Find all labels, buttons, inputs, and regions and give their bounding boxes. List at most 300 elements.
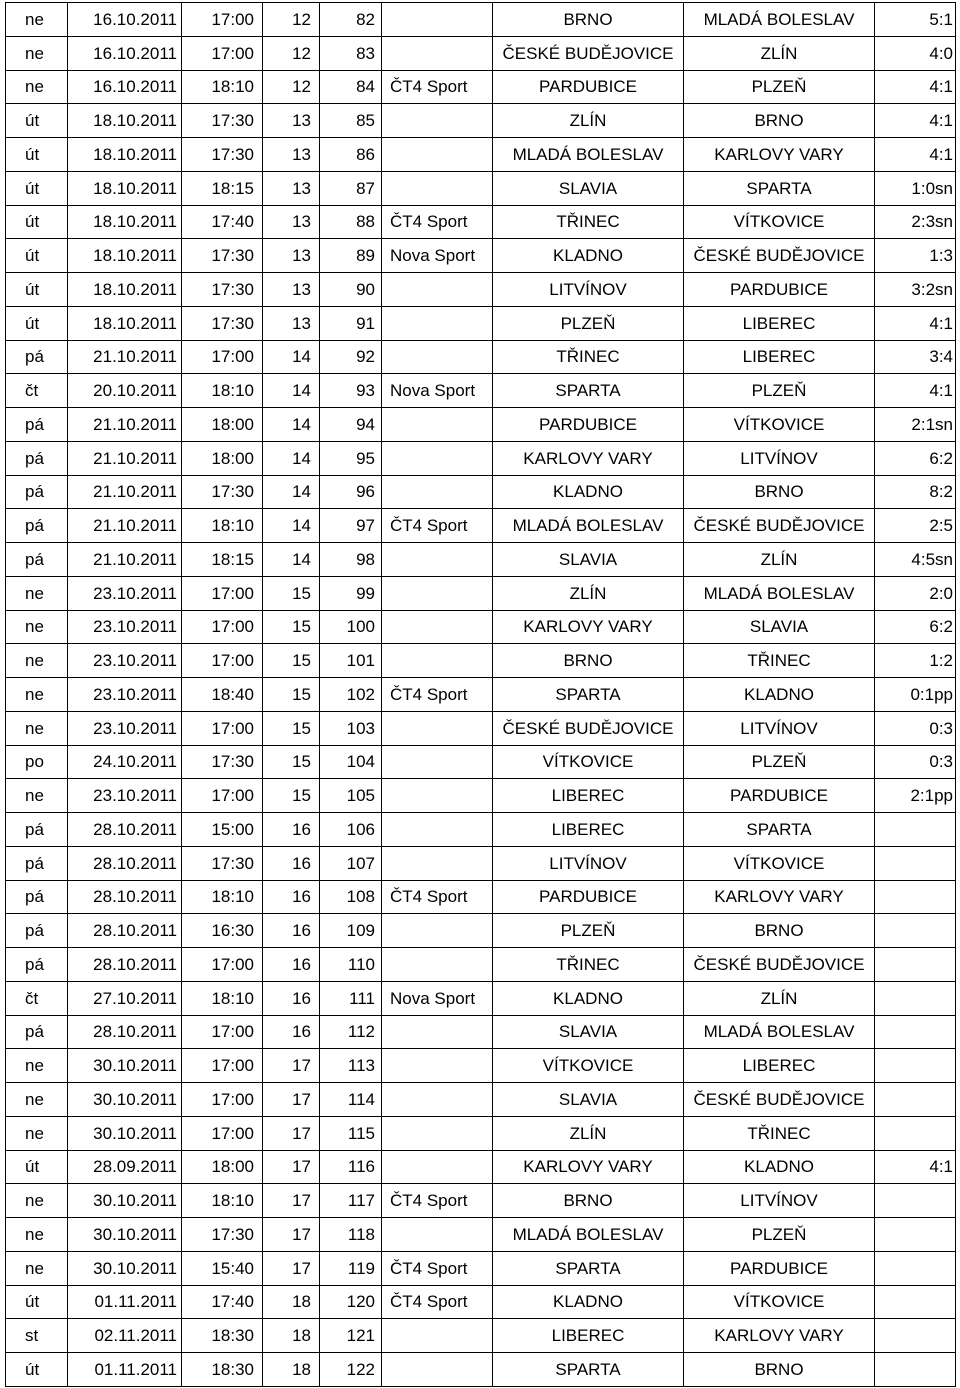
round-cell: 13 <box>263 171 320 205</box>
match-number-cell: 96 <box>320 475 382 509</box>
result-cell: 6:2 <box>875 610 956 644</box>
day-cell: ne <box>6 70 68 104</box>
result-cell: 2:0 <box>875 576 956 610</box>
round-cell: 13 <box>263 239 320 273</box>
round-cell: 13 <box>263 205 320 239</box>
round-cell: 14 <box>263 408 320 442</box>
time-cell: 18:10 <box>182 70 263 104</box>
table-row <box>6 779 956 813</box>
day-cell: ne <box>6 1218 68 1252</box>
match-number-cell: 120 <box>320 1285 382 1319</box>
tv-channel-cell: Nova Sport <box>382 374 493 408</box>
table-row <box>6 3 956 37</box>
tv-channel-cell: Nova Sport <box>382 239 493 273</box>
home-team-cell: SPARTA <box>493 678 684 712</box>
round-cell: 14 <box>263 475 320 509</box>
time-cell: 17:00 <box>182 610 263 644</box>
date-cell: 23.10.2011 <box>68 711 182 745</box>
day-cell: st <box>6 1319 68 1353</box>
time-cell: 17:30 <box>182 239 263 273</box>
table-row <box>6 171 956 205</box>
result-cell: 2:5 <box>875 509 956 543</box>
result-cell: 8:2 <box>875 475 956 509</box>
tv-channel-cell <box>382 948 493 982</box>
tv-channel-cell: ČT4 Sport <box>382 509 493 543</box>
date-cell: 24.10.2011 <box>68 745 182 779</box>
day-cell: ne <box>6 610 68 644</box>
tv-channel-cell: ČT4 Sport <box>382 678 493 712</box>
time-cell: 17:00 <box>182 948 263 982</box>
home-team-cell: ZLÍN <box>493 576 684 610</box>
round-cell: 12 <box>263 36 320 70</box>
result-cell <box>875 914 956 948</box>
round-cell: 15 <box>263 576 320 610</box>
home-team-cell: VÍTKOVICE <box>493 1049 684 1083</box>
match-number-cell: 98 <box>320 543 382 577</box>
home-team-cell: BRNO <box>493 1184 684 1218</box>
table-row <box>6 70 956 104</box>
time-cell: 17:40 <box>182 1285 263 1319</box>
round-cell: 17 <box>263 1049 320 1083</box>
time-cell: 17:00 <box>182 36 263 70</box>
day-cell: út <box>6 205 68 239</box>
tv-channel-cell <box>382 3 493 37</box>
away-team-cell: PARDUBICE <box>684 779 875 813</box>
time-cell: 17:30 <box>182 273 263 307</box>
away-team-cell: PLZEŇ <box>684 70 875 104</box>
result-cell <box>875 948 956 982</box>
round-cell: 13 <box>263 273 320 307</box>
away-team-cell: SLAVIA <box>684 610 875 644</box>
tv-channel-cell: ČT4 Sport <box>382 1285 493 1319</box>
home-team-cell: SPARTA <box>493 1251 684 1285</box>
home-team-cell: PARDUBICE <box>493 408 684 442</box>
home-team-cell: KLADNO <box>493 239 684 273</box>
away-team-cell: KARLOVY VARY <box>684 138 875 172</box>
tv-channel-cell <box>382 610 493 644</box>
tv-channel-cell <box>382 36 493 70</box>
tv-channel-cell <box>382 1015 493 1049</box>
result-cell <box>875 1116 956 1150</box>
home-team-cell: PLZEŇ <box>493 306 684 340</box>
table-row <box>6 711 956 745</box>
date-cell: 16.10.2011 <box>68 36 182 70</box>
day-cell: ne <box>6 1184 68 1218</box>
table-row <box>6 509 956 543</box>
home-team-cell: ZLÍN <box>493 104 684 138</box>
home-team-cell: TŘINEC <box>493 340 684 374</box>
day-cell: pá <box>6 813 68 847</box>
home-team-cell: SLAVIA <box>493 1015 684 1049</box>
round-cell: 16 <box>263 948 320 982</box>
table-row <box>6 138 956 172</box>
match-number-cell: 110 <box>320 948 382 982</box>
table-row <box>6 745 956 779</box>
result-cell <box>875 981 956 1015</box>
round-cell: 14 <box>263 441 320 475</box>
match-number-cell: 84 <box>320 70 382 104</box>
home-team-cell: SLAVIA <box>493 1083 684 1117</box>
away-team-cell: PARDUBICE <box>684 273 875 307</box>
time-cell: 18:10 <box>182 981 263 1015</box>
result-cell: 4:1 <box>875 306 956 340</box>
match-number-cell: 103 <box>320 711 382 745</box>
date-cell: 30.10.2011 <box>68 1251 182 1285</box>
round-cell: 13 <box>263 306 320 340</box>
time-cell: 17:00 <box>182 1083 263 1117</box>
result-cell: 6:2 <box>875 441 956 475</box>
tv-channel-cell <box>382 711 493 745</box>
match-number-cell: 121 <box>320 1319 382 1353</box>
time-cell: 17:00 <box>182 340 263 374</box>
day-cell: čt <box>6 374 68 408</box>
table-row <box>6 1116 956 1150</box>
away-team-cell: LIBEREC <box>684 306 875 340</box>
match-number-cell: 97 <box>320 509 382 543</box>
home-team-cell: KARLOVY VARY <box>493 1150 684 1184</box>
away-team-cell: VÍTKOVICE <box>684 408 875 442</box>
day-cell: pá <box>6 509 68 543</box>
home-team-cell: VÍTKOVICE <box>493 745 684 779</box>
day-cell: pá <box>6 948 68 982</box>
away-team-cell: LITVÍNOV <box>684 1184 875 1218</box>
table-row <box>6 374 956 408</box>
date-cell: 23.10.2011 <box>68 644 182 678</box>
home-team-cell: LITVÍNOV <box>493 273 684 307</box>
time-cell: 17:00 <box>182 1049 263 1083</box>
day-cell: ne <box>6 678 68 712</box>
day-cell: út <box>6 1150 68 1184</box>
time-cell: 18:10 <box>182 1184 263 1218</box>
away-team-cell: ČESKÉ BUDĚJOVICE <box>684 1083 875 1117</box>
result-cell: 1:3 <box>875 239 956 273</box>
day-cell: pá <box>6 475 68 509</box>
date-cell: 28.10.2011 <box>68 846 182 880</box>
home-team-cell: SLAVIA <box>493 543 684 577</box>
result-cell <box>875 1319 956 1353</box>
tv-channel-cell <box>382 441 493 475</box>
time-cell: 18:15 <box>182 171 263 205</box>
tv-channel-cell <box>382 475 493 509</box>
match-number-cell: 117 <box>320 1184 382 1218</box>
table-row <box>6 36 956 70</box>
table-row <box>6 813 956 847</box>
date-cell: 01.11.2011 <box>68 1353 182 1387</box>
table-row <box>6 306 956 340</box>
date-cell: 23.10.2011 <box>68 610 182 644</box>
tv-channel-cell: ČT4 Sport <box>382 880 493 914</box>
round-cell: 17 <box>263 1184 320 1218</box>
time-cell: 17:00 <box>182 779 263 813</box>
date-cell: 18.10.2011 <box>68 306 182 340</box>
round-cell: 16 <box>263 914 320 948</box>
result-cell: 4:0 <box>875 36 956 70</box>
match-number-cell: 89 <box>320 239 382 273</box>
home-team-cell: KLADNO <box>493 981 684 1015</box>
tv-channel-cell <box>382 1319 493 1353</box>
home-team-cell: TŘINEC <box>493 948 684 982</box>
match-number-cell: 90 <box>320 273 382 307</box>
match-number-cell: 108 <box>320 880 382 914</box>
table-row <box>6 1251 956 1285</box>
table-row <box>6 273 956 307</box>
away-team-cell: KLADNO <box>684 1150 875 1184</box>
home-team-cell: PARDUBICE <box>493 70 684 104</box>
day-cell: po <box>6 745 68 779</box>
day-cell: út <box>6 1285 68 1319</box>
round-cell: 14 <box>263 543 320 577</box>
round-cell: 15 <box>263 644 320 678</box>
date-cell: 27.10.2011 <box>68 981 182 1015</box>
result-cell: 4:1 <box>875 104 956 138</box>
round-cell: 18 <box>263 1319 320 1353</box>
day-cell: čt <box>6 981 68 1015</box>
day-cell: ne <box>6 779 68 813</box>
round-cell: 13 <box>263 104 320 138</box>
result-cell: 3:2sn <box>875 273 956 307</box>
time-cell: 18:40 <box>182 678 263 712</box>
time-cell: 15:40 <box>182 1251 263 1285</box>
away-team-cell: KARLOVY VARY <box>684 880 875 914</box>
time-cell: 17:00 <box>182 1116 263 1150</box>
round-cell: 15 <box>263 711 320 745</box>
round-cell: 14 <box>263 509 320 543</box>
round-cell: 15 <box>263 678 320 712</box>
result-cell: 4:1 <box>875 374 956 408</box>
result-cell <box>875 1083 956 1117</box>
day-cell: pá <box>6 340 68 374</box>
time-cell: 18:30 <box>182 1319 263 1353</box>
time-cell: 17:30 <box>182 745 263 779</box>
match-number-cell: 82 <box>320 3 382 37</box>
result-cell: 1:0sn <box>875 171 956 205</box>
table-row <box>6 846 956 880</box>
date-cell: 01.11.2011 <box>68 1285 182 1319</box>
day-cell: út <box>6 138 68 172</box>
match-number-cell: 100 <box>320 610 382 644</box>
date-cell: 21.10.2011 <box>68 475 182 509</box>
table-row <box>6 948 956 982</box>
round-cell: 17 <box>263 1251 320 1285</box>
table-row <box>6 1353 956 1387</box>
away-team-cell: LIBEREC <box>684 340 875 374</box>
time-cell: 17:00 <box>182 711 263 745</box>
date-cell: 20.10.2011 <box>68 374 182 408</box>
away-team-cell: PLZEŇ <box>684 374 875 408</box>
away-team-cell: BRNO <box>684 1353 875 1387</box>
time-cell: 18:10 <box>182 374 263 408</box>
away-team-cell: LITVÍNOV <box>684 711 875 745</box>
home-team-cell: MLADÁ BOLESLAV <box>493 509 684 543</box>
home-team-cell: SLAVIA <box>493 171 684 205</box>
time-cell: 18:00 <box>182 408 263 442</box>
time-cell: 17:00 <box>182 576 263 610</box>
away-team-cell: VÍTKOVICE <box>684 1285 875 1319</box>
away-team-cell: LITVÍNOV <box>684 441 875 475</box>
date-cell: 18.10.2011 <box>68 138 182 172</box>
result-cell: 2:1pp <box>875 779 956 813</box>
date-cell: 30.10.2011 <box>68 1218 182 1252</box>
home-team-cell: PARDUBICE <box>493 880 684 914</box>
day-cell: út <box>6 239 68 273</box>
date-cell: 18.10.2011 <box>68 104 182 138</box>
round-cell: 15 <box>263 745 320 779</box>
round-cell: 12 <box>263 70 320 104</box>
away-team-cell: BRNO <box>684 914 875 948</box>
home-team-cell: ZLÍN <box>493 1116 684 1150</box>
match-number-cell: 122 <box>320 1353 382 1387</box>
time-cell: 17:00 <box>182 1015 263 1049</box>
date-cell: 30.10.2011 <box>68 1049 182 1083</box>
home-team-cell: KLADNO <box>493 475 684 509</box>
round-cell: 18 <box>263 1353 320 1387</box>
time-cell: 18:15 <box>182 543 263 577</box>
away-team-cell: ČESKÉ BUDĚJOVICE <box>684 948 875 982</box>
date-cell: 28.10.2011 <box>68 914 182 948</box>
match-number-cell: 113 <box>320 1049 382 1083</box>
away-team-cell: ČESKÉ BUDĚJOVICE <box>684 509 875 543</box>
tv-channel-cell <box>382 745 493 779</box>
time-cell: 17:00 <box>182 644 263 678</box>
table-row <box>6 914 956 948</box>
date-cell: 23.10.2011 <box>68 678 182 712</box>
round-cell: 16 <box>263 846 320 880</box>
away-team-cell: ZLÍN <box>684 543 875 577</box>
tv-channel-cell <box>382 1083 493 1117</box>
away-team-cell: TŘINEC <box>684 644 875 678</box>
home-team-cell: SPARTA <box>493 1353 684 1387</box>
match-number-cell: 111 <box>320 981 382 1015</box>
round-cell: 18 <box>263 1285 320 1319</box>
away-team-cell: BRNO <box>684 475 875 509</box>
result-cell: 4:1 <box>875 138 956 172</box>
date-cell: 23.10.2011 <box>68 576 182 610</box>
away-team-cell: KARLOVY VARY <box>684 1319 875 1353</box>
tv-channel-cell <box>382 138 493 172</box>
day-cell: pá <box>6 880 68 914</box>
match-number-cell: 116 <box>320 1150 382 1184</box>
tv-channel-cell: ČT4 Sport <box>382 70 493 104</box>
time-cell: 17:00 <box>182 3 263 37</box>
tv-channel-cell <box>382 1116 493 1150</box>
round-cell: 16 <box>263 880 320 914</box>
match-number-cell: 114 <box>320 1083 382 1117</box>
time-cell: 16:30 <box>182 914 263 948</box>
home-team-cell: PLZEŇ <box>493 914 684 948</box>
round-cell: 16 <box>263 813 320 847</box>
date-cell: 30.10.2011 <box>68 1116 182 1150</box>
tv-channel-cell: ČT4 Sport <box>382 1184 493 1218</box>
table-row <box>6 1285 956 1319</box>
round-cell: 17 <box>263 1150 320 1184</box>
away-team-cell: MLADÁ BOLESLAV <box>684 3 875 37</box>
date-cell: 16.10.2011 <box>68 70 182 104</box>
home-team-cell: TŘINEC <box>493 205 684 239</box>
round-cell: 12 <box>263 3 320 37</box>
date-cell: 28.10.2011 <box>68 880 182 914</box>
home-team-cell: ČESKÉ BUDĚJOVICE <box>493 711 684 745</box>
home-team-cell: LIBEREC <box>493 779 684 813</box>
tv-channel-cell <box>382 1353 493 1387</box>
day-cell: pá <box>6 441 68 475</box>
table-row <box>6 340 956 374</box>
time-cell: 18:10 <box>182 509 263 543</box>
table-row <box>6 205 956 239</box>
table-row <box>6 475 956 509</box>
time-cell: 18:00 <box>182 1150 263 1184</box>
match-number-cell: 105 <box>320 779 382 813</box>
table-row <box>6 543 956 577</box>
away-team-cell: SPARTA <box>684 171 875 205</box>
time-cell: 18:30 <box>182 1353 263 1387</box>
table-row <box>6 880 956 914</box>
date-cell: 28.10.2011 <box>68 948 182 982</box>
match-number-cell: 83 <box>320 36 382 70</box>
match-number-cell: 86 <box>320 138 382 172</box>
time-cell: 17:30 <box>182 138 263 172</box>
day-cell: ne <box>6 576 68 610</box>
match-number-cell: 94 <box>320 408 382 442</box>
round-cell: 14 <box>263 340 320 374</box>
home-team-cell: LIBEREC <box>493 1319 684 1353</box>
time-cell: 18:10 <box>182 880 263 914</box>
date-cell: 28.10.2011 <box>68 813 182 847</box>
time-cell: 18:00 <box>182 441 263 475</box>
day-cell: pá <box>6 914 68 948</box>
date-cell: 21.10.2011 <box>68 441 182 475</box>
away-team-cell: BRNO <box>684 104 875 138</box>
result-cell: 0:1pp <box>875 678 956 712</box>
away-team-cell: MLADÁ BOLESLAV <box>684 1015 875 1049</box>
day-cell: ne <box>6 1116 68 1150</box>
match-number-cell: 109 <box>320 914 382 948</box>
away-team-cell: PLZEŇ <box>684 745 875 779</box>
match-number-cell: 115 <box>320 1116 382 1150</box>
time-cell: 17:30 <box>182 104 263 138</box>
tv-channel-cell <box>382 576 493 610</box>
away-team-cell: KLADNO <box>684 678 875 712</box>
round-cell: 14 <box>263 374 320 408</box>
home-team-cell: MLADÁ BOLESLAV <box>493 1218 684 1252</box>
result-cell <box>875 1353 956 1387</box>
home-team-cell: BRNO <box>493 3 684 37</box>
home-team-cell: BRNO <box>493 644 684 678</box>
result-cell: 1:2 <box>875 644 956 678</box>
date-cell: 16.10.2011 <box>68 3 182 37</box>
date-cell: 21.10.2011 <box>68 543 182 577</box>
tv-channel-cell <box>382 273 493 307</box>
match-number-cell: 101 <box>320 644 382 678</box>
date-cell: 18.10.2011 <box>68 273 182 307</box>
result-cell <box>875 1218 956 1252</box>
round-cell: 15 <box>263 610 320 644</box>
match-number-cell: 95 <box>320 441 382 475</box>
tv-channel-cell <box>382 813 493 847</box>
day-cell: pá <box>6 1015 68 1049</box>
table-row <box>6 441 956 475</box>
away-team-cell: ČESKÉ BUDĚJOVICE <box>684 239 875 273</box>
tv-channel-cell <box>382 408 493 442</box>
match-number-cell: 92 <box>320 340 382 374</box>
table-row <box>6 1150 956 1184</box>
table-row <box>6 610 956 644</box>
home-team-cell: KARLOVY VARY <box>493 610 684 644</box>
date-cell: 21.10.2011 <box>68 509 182 543</box>
table-row <box>6 644 956 678</box>
day-cell: ne <box>6 644 68 678</box>
result-cell: 4:1 <box>875 1150 956 1184</box>
day-cell: út <box>6 171 68 205</box>
